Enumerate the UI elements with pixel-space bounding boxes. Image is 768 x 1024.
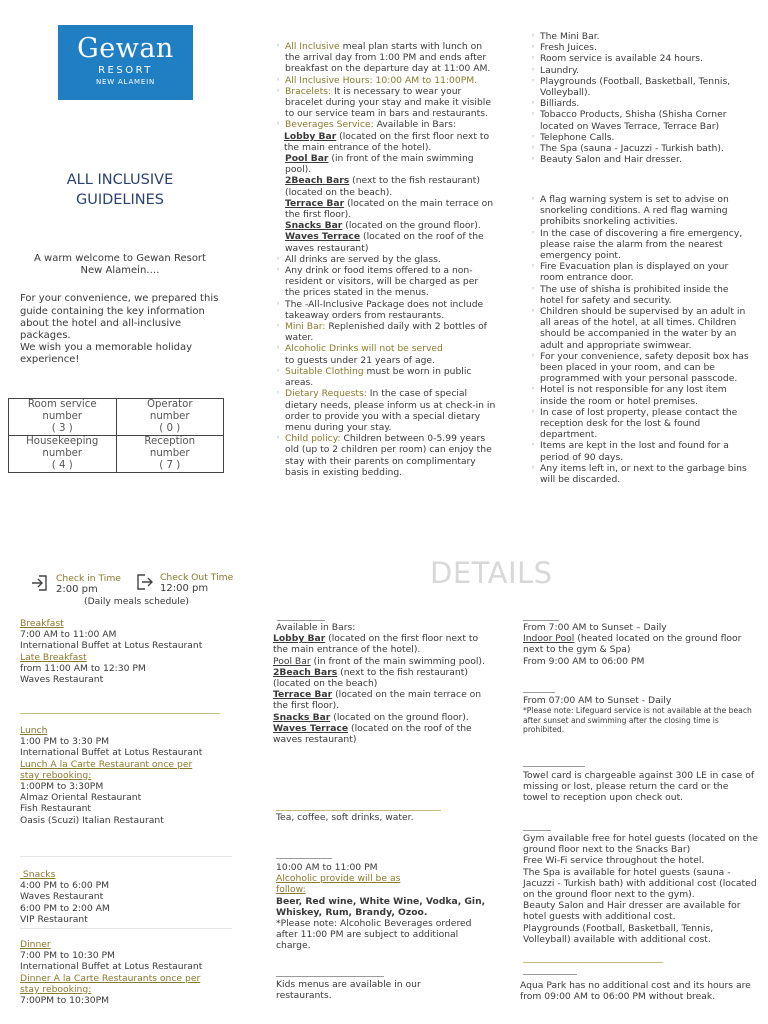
list-item: ◦ In the case of discovering a fire emergency, please raise the alarm from the nearest emergency point. [531,228,753,262]
phone-numbers-table [8,398,224,473]
item-text: must be worn in public areas. [285,365,472,389]
list-item: ◦ Children should be supervised by an adult in all areas of the hotel, at all times. Children should be accompanied in the water by an adult and appropriate swimwear. [531,306,753,351]
divider [523,620,559,621]
list-item [276,321,496,343]
item-heading: Child policy: [285,433,341,445]
cell-label: Reception number [144,436,196,459]
check-in-icon [30,574,48,592]
bar-desc: (located on the first floor next to the main entrance of the hotel). [284,130,490,153]
item-text: It is necessary to wear your bracelet during your stay and make it visible to our service team in bars and restaurants. [285,85,491,120]
bar-name: 2Beach Bars [285,175,350,187]
item-heading: All Inclusive Hours: 10:00 AM to 11:00PM. [285,74,478,86]
beach-block [523,695,758,734]
bar-entry [285,220,496,231]
bar-name: 2Beach Bars [273,666,338,678]
list-item: Free Wi-Fi service throughout the hotel. [523,855,705,867]
list-item: ◦ The Mini Bar. [531,31,753,42]
page-title [40,170,200,210]
guidelines-list [276,41,496,478]
breakfast-heading: Breakfast [20,618,64,629]
lunch-venue: International Buffet at Lotus Restaurant [20,747,203,759]
bar-name: Waves Terrace [273,722,349,734]
divider [276,976,384,977]
list-item: ◦ Beauty Salon and Hair dresser. [531,154,753,165]
check-out-label: Check Out Time [160,572,234,583]
list-item: Playgrounds (Football, Basketball, Tennis, Volleyball) available with additional cost. [523,922,714,945]
item-heading: All Inclusive [285,41,340,52]
divider [277,620,325,621]
beach-note: *Please note: Lifeguard service is not available at the beach after sunset and swimming after the closing time is prohibited. [523,706,752,735]
check-out-time: 12:00 pm [160,583,209,595]
lunch-time: 1:00 PM to 3:30 PM [20,736,110,748]
item-text: Available in Bars: [373,119,457,131]
list-item: ◦ Fire Evacuation plan is displayed on your room entrance door. [531,261,753,283]
title-line-1: ALL INCLUSIVE [66,172,174,188]
item-text: meal plan starts with lunch on the arrival day from 1:00 PM and ends after breakfast on the departure day at 11:00 AM. [285,41,491,75]
aqua-park-text: Aqua Park has no additional cost and its hours are from 09:00 AM to 06:00 PM without break. [520,980,751,1003]
list-item [276,265,496,299]
list-item [276,299,496,321]
cell-label: Operator number [146,399,193,422]
bar-desc: (located on the roof of the waves restaurant) [273,722,472,746]
resort-logo [58,25,193,100]
item-heading: Dietary Requests: [285,388,367,400]
intro-text [20,253,220,367]
safety-list [531,194,753,485]
alcohol-heading: Alcoholic provide will be as follow: [276,873,401,896]
item-heading: Suitable Clothing [285,365,364,377]
list-item [276,388,496,433]
divider [276,858,332,859]
bar-entry [273,712,488,723]
bar-desc: (next to the fish restaurant) (located on the beach). [285,175,480,198]
bar-entry [273,633,488,655]
check-out-icon [136,573,154,591]
bar-name: Waves Terrace [285,231,361,243]
late-breakfast-heading: Late Breakfast [20,651,87,663]
alcohol-note: *Please note: Alcoholic Beverages ordered after 11:00 PM are subject to additional charge. [276,918,472,952]
bar-desc: (in front of the main swimming pool). [285,153,474,176]
bar-name: Snacks Bar [285,220,343,232]
bar-desc: (located on the main terrace on the first floor). [285,197,494,221]
kids-menu-text: Kids menus are available in our restaurants. [276,979,421,1002]
snacks-time: 4:00 PM to 6:00 PM [20,880,110,892]
late-breakfast-time: from 11:00 AM to 12:30 PM [20,662,146,674]
alcohol-hours: 10:00 AM to 11:00 PM [276,862,378,873]
item-text: In the case of special dietary needs, please inform us at check-in in order to provide you with a special dietary menu during your stay. [285,388,496,433]
logo-name: Gewan [77,33,174,64]
lunch-alc-time: 1:00PM to 3:30PM [20,781,104,793]
list-item: ◦ Any items left in, or next to the garbage bins will be discarded. [531,463,753,485]
meals-caption: (Daily meals schedule) [84,596,190,607]
divider [20,856,232,857]
meals-schedule [20,618,220,685]
housekeeping-cell [9,436,117,473]
soft-drinks-text: Tea, coffee, soft drinks, water. [276,812,414,823]
bar-name: Lobby Bar [273,633,326,645]
item-text: Any drink or food items offered to a non-resident or visitors, will be charged as per the prices stated in the menus. [285,265,479,299]
indoor-pool-heading: Indoor Pool [523,633,575,645]
list-item [276,86,496,120]
title-line-2: GUIDELINES [75,192,165,208]
list-item: ◦ Laundry. [531,65,753,76]
indoor-pool-text [523,633,758,655]
list-item [276,366,496,388]
bar-name: Lobby Bar [284,130,337,142]
lunch-alc-venue: Fish Restaurant [20,803,91,815]
list-item: ◦ Items are kept in the lost and found for a period of 90 days. [531,440,753,462]
item-heading: Alcoholic Drinks will not be served [285,343,443,355]
divider [20,713,220,714]
list-item: ◦ The Spa (sauna - Jacuzzi - Turkish bath). [531,143,753,154]
list-item: ◦ A flag warning system is set to advise on snorkeling conditions. A red flag warning prohibits snorkeling activities. [531,194,753,228]
bar-name: Pool Bar [285,153,329,165]
lunch-alc-venue: Almaz Oriental Restaurant [20,792,142,804]
list-item: ◦ The use of shisha is prohibited inside the hotel for safety and security. [531,284,753,306]
divider [20,928,232,929]
list-item: ◦ Fresh Juices. [531,42,753,53]
item-heading: Beverages Service: [285,119,374,131]
list-item [276,343,496,365]
cell-value: ( 3 ) [51,423,73,434]
list-item: ◦ Hotel is not responsible for any lost item inside the room or hotel premises. [531,384,753,406]
room-service-cell [9,399,117,436]
snacks-time: 6:00 PM to 2:00 AM [20,902,110,914]
list-item: ◦ Telephone Calls. [531,132,753,143]
list-item: ◦ Tobacco Products, Shisha (Shisha Corner located on Waves Terrace, Terrace Bar) [531,109,753,131]
welcome-text: A warm welcome to Gewan Resort New Alamein…. [34,253,206,277]
bar-entry [273,667,488,689]
pool-block [523,622,758,667]
bar-entry [273,723,488,745]
indoor-pool-hours: From 9:00 AM to 06:00 PM [523,655,645,667]
bar-name: Pool Bar [273,655,311,667]
cell-value: ( 4 ) [51,460,73,471]
divider [523,766,585,767]
divider [276,810,441,811]
bar-entry [273,656,488,667]
breakfast-time: 7:00 AM to 11:00 AM [20,629,117,641]
list-item [276,41,496,75]
divider [523,962,663,963]
item-text: to guests under 21 years of age. [285,354,436,366]
lunch-block [20,725,220,826]
alcohol-list: Beer, Red wine, White Wine, Vodka, Gin, Whiskey, Rum, Brandy, Ozoo. [276,895,486,918]
bar-entry [285,198,496,220]
list-item: The Spa is available for hotel guests (sauna - Jacuzzi - Turkish bath) with additional cost (located on the ground floor next to the gym). [523,866,757,901]
list-item: ◦ Playgrounds (Football, Basketball, Tennis, Volleyball). [531,76,753,98]
list-item [276,75,496,86]
lunch-alc-venue: Oasis (Scuzi) Italian Restaurant [20,814,164,826]
list-item: ◦ For your convenience, safety deposit box has been placed in your room, and can be programmed with your personal passcode. [531,351,753,385]
divider [523,692,555,693]
cell-label: Room service number [27,399,97,422]
operator-cell [116,399,224,436]
dinner-heading: Dinner [20,939,51,950]
bar-desc: (located on the ground floor). [342,220,481,232]
logo-sub: RESORT [98,65,153,76]
lunch-alc-heading: Lunch A la Carte Restaurant once per stay rebooking: [20,758,193,781]
list-item: ◦ Billiards. [531,98,753,109]
bar-entry [273,689,488,711]
dinner-venue: International Buffet at Lotus Restaurant [20,961,203,973]
bars-detail [273,622,488,745]
bar-desc: (located on the main terrace on the first floor). [273,689,482,712]
beach-hours: From 07:00 AM to Sunset - Daily [523,695,672,706]
list-item: ◦ Room service is available 24 hours. [531,53,753,64]
list-item: ◦ In case of lost property, please contact the reception desk for the lost & found department. [531,407,753,441]
check-in-time: 2:00 pm [56,584,98,596]
details-heading: DETAILS [430,556,553,590]
late-breakfast-venue: Waves Restaurant [20,674,104,686]
indoor-pool-desc: (heated located on the ground floor next to the gym & Spa) [523,633,742,656]
bars-intro: Available in Bars: [276,622,356,633]
bar-name: Terrace Bar [285,197,345,209]
towel-text: Towel card is chargeable against 300 LE in case of missing or lost, please return the card or the towel to reception upon check out. [523,770,755,804]
breakfast-venue: International Buffet at Lotus Restaurant [20,640,203,652]
divider [523,830,551,831]
intro-wish: We wish you a memorable holiday experience! [20,342,193,366]
dinner-block [20,939,220,1006]
dinner-alc-time: 7:00PM to 10:30PM [20,995,110,1007]
alcohol-block [276,862,488,952]
item-text: Replenished daily with 2 bottles of water. [285,321,487,344]
bar-entry [285,153,496,175]
list-item [276,254,496,265]
bar-desc: (in front of the main swimming pool). [310,655,485,667]
item-text: Children between 0-5.99 years old (up to 2 children per room) can enjoy the stay with their parents on complimentary basis in existing bedding. [285,433,492,478]
check-out-block [160,572,233,594]
intro-paragraph: For your convenience, we prepared this guide containing the key information about the hotel and all-inclusive packages. [20,293,219,342]
snacks-heading: Snacks [20,869,56,880]
bar-name: Snacks Bar [273,711,331,723]
list-item [276,433,496,478]
snacks-block [20,869,220,925]
list-item: Beauty Salon and Hair dresser are available for hotel guests with additional cost. [523,900,741,923]
lunch-heading: Lunch [20,725,48,736]
dinner-alc-heading: Dinner A la Carte Restaurants once per stay rebooking: [20,972,201,995]
cell-value: ( 0 ) [159,423,181,434]
bar-desc: (next to the fish restaurant) (located on the beach) [273,666,468,690]
item-text: The -All-Inclusive Package does not include takeaway orders from restaurants. [285,298,484,321]
bar-desc: (located on the roof of the waves restaurant) [285,231,484,254]
logo-location: NEW ALAMEIN [95,78,155,86]
item-heading: Mini Bar: [285,321,326,333]
reception-cell [116,436,224,473]
bar-entry [285,175,496,197]
included-services-list [531,31,753,165]
cell-label: Housekeeping number [26,436,99,459]
dinner-time: 7:00 PM to 10:30 PM [20,950,115,962]
check-in-label: Check in Time [56,573,121,584]
bar-desc: (located on the ground floor). [330,711,469,723]
bar-name: Terrace Bar [273,689,333,701]
check-in-block [56,573,121,595]
divider [523,974,577,975]
cell-value: ( 7 ) [159,460,181,471]
snacks-venue: VIP Restaurant [20,913,88,925]
bar-entry [285,231,496,253]
bar-entry [284,131,496,153]
item-heading: Bracelets: [285,85,332,97]
facilities-list [523,833,758,945]
snacks-venue: Waves Restaurant [20,891,104,903]
item-text: All drinks are served by the glass. [285,253,441,265]
bar-desc: (located on the first floor next to the main entrance of the hotel). [273,633,479,656]
list-item [276,119,496,253]
outdoor-pool-hours: From 7:00 AM to Sunset – Daily [523,622,667,633]
list-item: Gym available free for hotel guests (located on the ground floor next to the Snacks Bar) [523,833,758,856]
